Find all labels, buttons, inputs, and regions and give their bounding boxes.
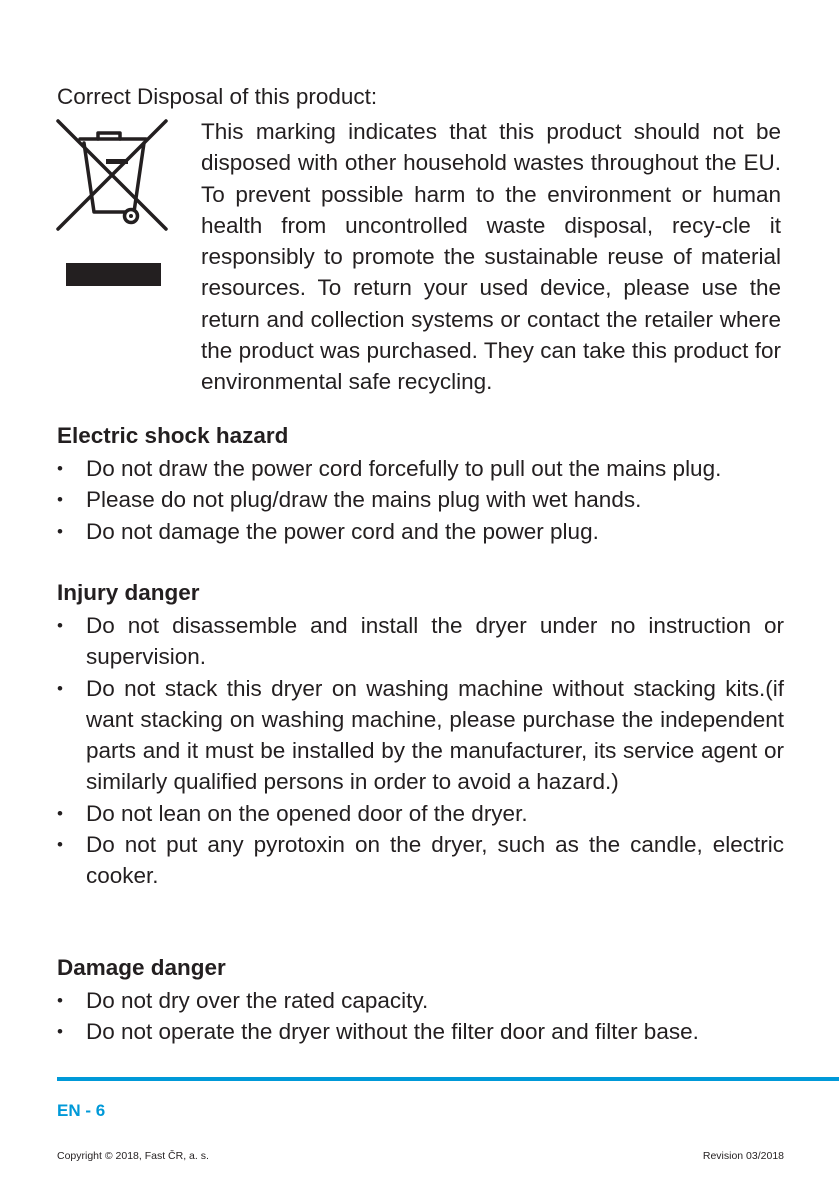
list-item: • Do not stack this dryer on washing machine without stacking kits.(if want stacking on washing machine, please purchase the independent parts and it must be installed by the manufacturer, its service agent or similarly qualified persons in order to avoid a hazard.)	[57, 673, 784, 798]
list-item: • Do not disassemble and install the dryer under no instruction or supervision.	[57, 610, 784, 673]
injury-danger-section	[57, 578, 784, 892]
list-item: • Do not dry over the rated capacity.	[57, 985, 784, 1016]
disposal-paragraph: This marking indicates that this product should not be disposed with other household wastes throughout the EU. To prevent possible harm to the environment or human health from uncontrolled waste disposal, recy-cle it responsibly to promote the sustainable reuse of material resources. To return your used device, please use the return and collection systems or contact the retailer where the product was purchased. They can take this product for environmental safe recycling.	[201, 119, 781, 395]
list-item: • Please do not plug/draw the mains plug with wet hands.	[57, 484, 784, 515]
bullet-list	[57, 453, 784, 547]
footer-divider	[57, 1077, 839, 1081]
disposal-title: Correct Disposal of this product:	[57, 84, 378, 109]
section-heading: Damage danger	[57, 955, 226, 980]
crossed-out-wheelie-bin-icon	[50, 117, 170, 292]
list-item: • Do not put any pyrotoxin on the dryer, such as the candle, electric cooker.	[57, 829, 784, 892]
section-heading: Injury danger	[57, 580, 200, 605]
section-heading: Electric shock hazard	[57, 423, 289, 448]
copyright-text: Copyright © 2018, Fast ČR, a. s.	[57, 1150, 209, 1162]
list-item: • Do not damage the power cord and the power plug.	[57, 516, 784, 547]
damage-danger-section	[57, 953, 784, 1048]
page-number: EN - 6	[57, 1101, 106, 1120]
bullet-list	[57, 610, 784, 892]
list-item: • Do not operate the dryer without the filter door and filter base.	[57, 1016, 784, 1047]
list-item: • Do not lean on the opened door of the dryer.	[57, 798, 784, 829]
electric-shock-section	[57, 421, 784, 547]
revision-text: Revision 03/2018	[702, 1150, 784, 1162]
bullet-list	[57, 985, 784, 1048]
list-item: • Do not draw the power cord forcefully to pull out the mains plug.	[57, 453, 784, 484]
